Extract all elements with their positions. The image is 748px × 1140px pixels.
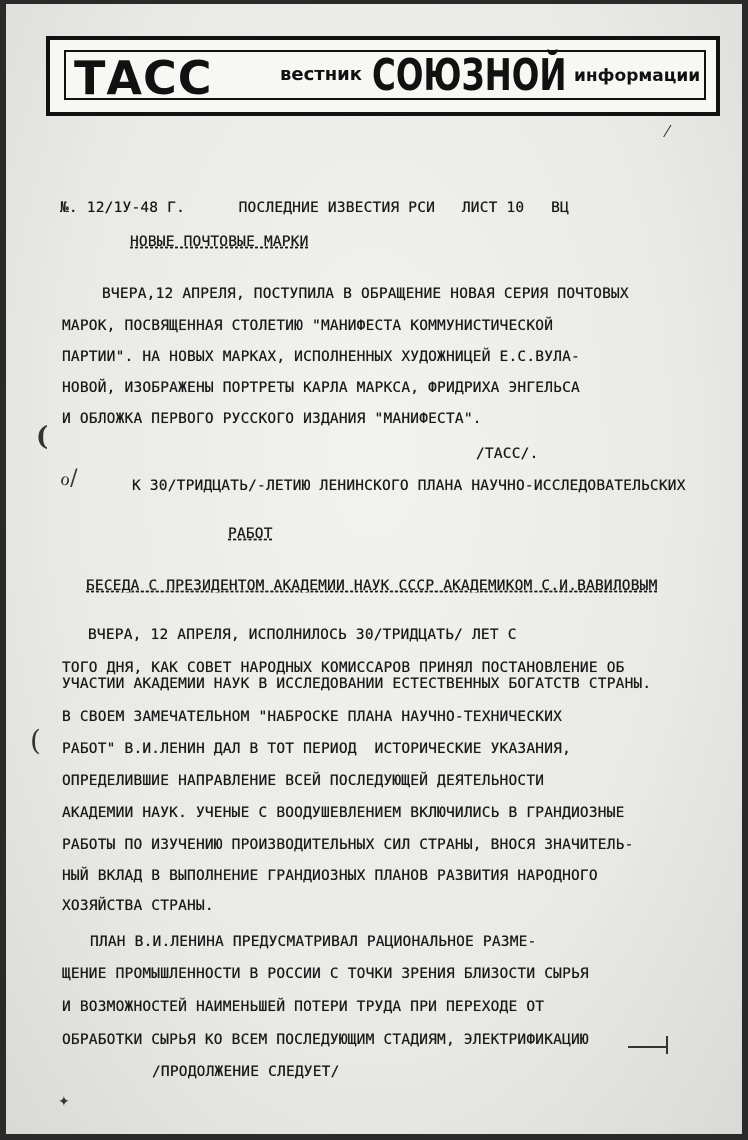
article2-subtitle: БЕСЕДА С ПРЕЗИДЕНТОМ АКАДЕМИИ НАУК СССР АКАДЕМИКОМ С.И.ВАВИЛОВЫМ [86,578,658,594]
document-sheet [6,4,742,1134]
article1-signature: /ТАСС/. [476,446,539,462]
para2-line-1: ПЛАН В.И.ЛЕНИНА ПРЕДУСМАТРИВАЛ РАЦИОНАЛЬНОЕ РАЗМЕ- [90,934,537,950]
header-line: №. 12/1У-48 Г. ПОСЛЕДНИЕ ИЗВЕСТИЯ РСИ ЛИСТ 10 ВЦ [60,200,569,216]
para1-line-10: ХОЗЯЙСТВА СТРАНЫ. [62,898,214,914]
end-dash-mark [628,1046,666,1048]
masthead-tass: ТАСС [74,51,213,105]
end-vertical-mark [666,1036,668,1054]
margin-bracket-icon: ( [36,422,49,452]
margin-paren-icon: ( [30,724,41,757]
article2-title-line-1: К 30/ТРИДЦАТЬ/-ЛЕТИЮ ЛЕНИНСКОГО ПЛАНА НАУЧНО-ИССЛЕДОВАТЕЛЬСКИХ [132,478,686,494]
para1-line-5: РАБОТ" В.И.ЛЕНИН ДАЛ В ТОТ ПЕРИОД ИСТОРИЧЕСКИЕ УКАЗАНИЯ, [62,741,571,757]
article1-line-2: МАРОК, ПОСВЯЩЕННАЯ СТОЛЕТИЮ "МАНИФЕСТА КОММУНИСТИЧЕСКОЙ [62,318,554,334]
para1-line-2: ТОГО ДНЯ, КАК СОВЕТ НАРОДНЫХ КОМИССАРОВ ПРИНЯЛ ПОСТАНОВЛЕНИЕ ОБ [62,660,625,676]
article1-line-1: ВЧЕРА,12 АПРЕЛЯ, ПОСТУПИЛА В ОБРАЩЕНИЕ НОВАЯ СЕРИЯ ПОЧТОВЫХ [102,286,629,302]
article1-line-4: НОВОЙ, ИЗОБРАЖЕНЫ ПОРТРЕТЫ КАРЛА МАРКСА, ФРИДРИХА ЭНГЕЛЬСА [62,380,580,396]
para2-line-4: ОБРАБОТКИ СЫРЬЯ КО ВСЕМ ПОСЛЕДУЮЩИМ СТАДИЯМ, ЭЛЕКТРИФИКАЦИЮ [62,1032,589,1048]
para1-line-8: РАБОТЫ ПО ИЗУЧЕНИЮ ПРОИЗВОДИТЕЛЬНЫХ СИЛ СТРАНЫ, ВНОСЯ ЗНАЧИТЕЛЬ- [62,837,634,853]
para1-line-9: НЫЙ ВКЛАД В ВЫПОЛНЕНИЕ ГРАНДИОЗНЫХ ПЛАНОВ РАЗВИТИЯ НАРОДНОГО [62,868,598,884]
masthead-soyuznoi: СОЮЗНОЙ [372,50,567,101]
para1-line-3: УЧАСТИИ АКАДЕМИИ НАУК В ИССЛЕДОВАНИИ ЕСТЕСТВЕННЫХ БОГАТСТВ СТРАНЫ. [62,676,652,692]
article1-title: НОВЫЕ ПОЧТОВЫЕ МАРКИ [130,234,309,250]
masthead-vestnik: вестник [280,64,362,85]
para1-line-7: АКАДЕМИИ НАУК. УЧЕНЫЕ С ВООДУШЕВЛЕНИЕМ ВКЛЮЧИЛИСЬ В ГРАНДИОЗНЫЕ [62,805,625,821]
article1-line-3: ПАРТИИ". НА НОВЫХ МАРКАХ, ИСПОЛНЕННЫХ ХУДОЖНИЦЕЙ Е.С.ВУЛА- [62,349,580,365]
para2-line-2: ЩЕНИЕ ПРОМЫШЛЕННОСТИ В РОССИИ С ТОЧКИ ЗРЕНИЯ БЛИЗОСТИ СЫРЬЯ [62,966,589,982]
article2-title-line-2: РАБОТ [228,526,273,542]
masthead-informatsii: информации [574,66,701,86]
para1-line-6: ОПРЕДЕЛИВШИЕ НАПРАВЛЕНИЕ ВСЕЙ ПОСЛЕДУЮЩЕЙ ДЕЯТЕЛЬНОСТИ [62,773,545,789]
para1-line-1: ВЧЕРА, 12 АПРЕЛЯ, ИСПОЛНИЛОСЬ 30/ТРИДЦАТЬ/ ЛЕТ С [88,627,517,643]
continued-note: /ПРОДОЛЖЕНИЕ СЛЕДУЕТ/ [152,1064,340,1080]
corner-mark-icon: ✦ [58,1094,70,1110]
article1-line-5: И ОБЛОЖКА ПЕРВОГО РУССКОГО ИЗДАНИЯ "МАНИФЕСТА". [62,411,482,427]
margin-note-icon: ℴ/ [60,466,78,491]
para2-line-3: И ВОЗМОЖНОСТЕЙ НАИМЕНЬШЕЙ ПОТЕРИ ТРУДА ПРИ ПЕРЕХОДЕ ОТ [62,999,545,1015]
tass-masthead [46,36,720,116]
pen-scribble-icon: ⁄ [666,122,669,141]
masthead-frame [64,50,706,105]
para1-line-4: В СВОЕМ ЗАМЕЧАТЕЛЬНОМ "НАБРОСКЕ ПЛАНА НАУЧНО-ТЕХНИЧЕСКИХ [62,709,563,725]
